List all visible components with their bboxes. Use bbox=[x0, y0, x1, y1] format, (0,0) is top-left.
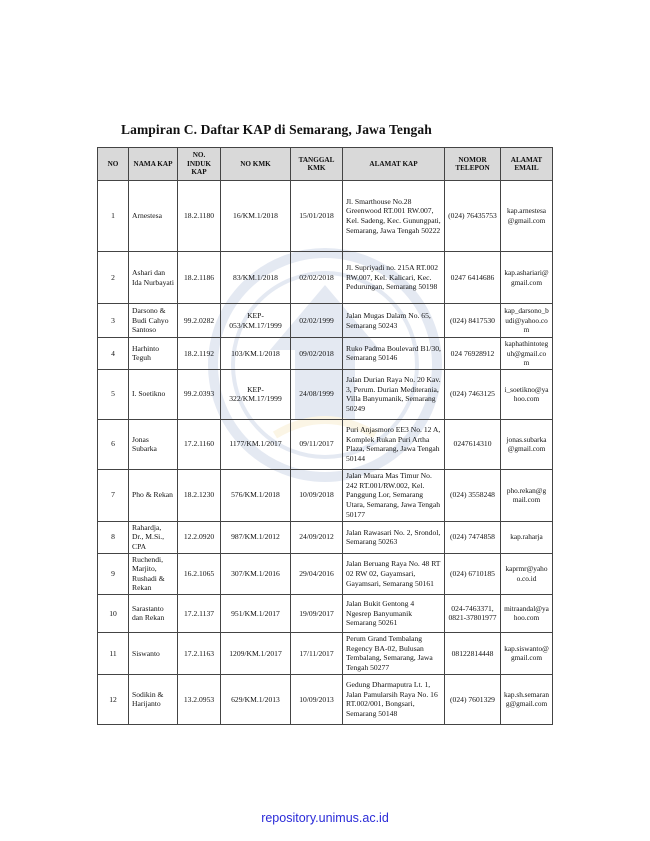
cell-no-induk: 16.2.1065 bbox=[178, 553, 221, 594]
cell-no: 3 bbox=[98, 304, 129, 338]
cell-no: 12 bbox=[98, 674, 129, 724]
cell-nama-kap: Pho & Rekan bbox=[129, 469, 178, 521]
cell-alamat-kap: Perum Grand Tembalang Regency BA-02, Bulusan Tembalang, Semarang, Jawa Tengah 50277 bbox=[343, 632, 445, 674]
cell-no: 5 bbox=[98, 369, 129, 419]
cell-tanggal-kmk: 02/02/1999 bbox=[291, 304, 343, 338]
cell-alamat-kap: Jalan Muara Mas Timur No. 242 RT.001/RW.002, Kel. Panggung Lor, Semarang Utara, Semarang, Jawa Tengah 50177 bbox=[343, 469, 445, 521]
table-row bbox=[98, 632, 553, 674]
cell-no-induk: 99.2.0393 bbox=[178, 369, 221, 419]
cell-no: 4 bbox=[98, 338, 129, 370]
cell-no-kmk: 16/KM.1/2018 bbox=[221, 181, 291, 252]
cell-no: 10 bbox=[98, 594, 129, 632]
cell-no: 2 bbox=[98, 252, 129, 304]
cell-nomor-telepon: (024) 7463125 bbox=[445, 369, 501, 419]
cell-nama-kap: Rahardja, Dr., M.Si., CPA bbox=[129, 521, 178, 553]
cell-nama-kap: Jonas Subarka bbox=[129, 419, 178, 469]
repository-link[interactable]: repository.unimus.ac.id bbox=[261, 811, 389, 825]
cell-no-induk: 18.2.1186 bbox=[178, 252, 221, 304]
page-title: Lampiran C. Daftar KAP di Semarang, Jawa Tengah bbox=[121, 122, 432, 137]
cell-nama-kap: Darsono & Budi Cahyo Santoso bbox=[129, 304, 178, 338]
cell-tanggal-kmk: 15/01/2018 bbox=[291, 181, 343, 252]
cell-nomor-telepon: (024) 3558248 bbox=[445, 469, 501, 521]
cell-no-kmk: 103/KM.1/2018 bbox=[221, 338, 291, 370]
cell-alamat-kap: Jalan Beruang Raya No. 48 RT 02 RW 02, Gayamsari, Gayamsari, Semarang 50161 bbox=[343, 553, 445, 594]
cell-no-induk: 17.2.1160 bbox=[178, 419, 221, 469]
cell-alamat-email: kap.sh.semarang@gmail.com bbox=[501, 674, 553, 724]
kap-table-body bbox=[98, 181, 553, 725]
table-row bbox=[98, 304, 553, 338]
cell-no-induk: 17.2.1137 bbox=[178, 594, 221, 632]
cell-tanggal-kmk: 10/09/2018 bbox=[291, 469, 343, 521]
cell-alamat-kap: Jalan Durian Raya No. 20 Kav. 3, Perum. Durian Mediterania, Villa Banyumanik, Semarang 50249 bbox=[343, 369, 445, 419]
cell-no-induk: 12.2.0920 bbox=[178, 521, 221, 553]
cell-alamat-email: kap.ashariari@gmail.com bbox=[501, 252, 553, 304]
table-row bbox=[98, 369, 553, 419]
cell-nama-kap: Sarastanto dan Rekan bbox=[129, 594, 178, 632]
cell-tanggal-kmk: 02/02/2018 bbox=[291, 252, 343, 304]
table-row bbox=[98, 674, 553, 724]
cell-tanggal-kmk: 24/08/1999 bbox=[291, 369, 343, 419]
header-no: NO bbox=[98, 148, 129, 181]
cell-alamat-email: i_soetikno@yahoo.com bbox=[501, 369, 553, 419]
cell-no-kmk: 576/KM.1/2018 bbox=[221, 469, 291, 521]
cell-nomor-telepon: 0247 6414686 bbox=[445, 252, 501, 304]
table-row bbox=[98, 594, 553, 632]
cell-alamat-kap: Jalan Rawasari No. 2, Srondol, Semarang 50263 bbox=[343, 521, 445, 553]
cell-no-induk: 18.2.1180 bbox=[178, 181, 221, 252]
table-header-row bbox=[98, 148, 553, 181]
cell-nomor-telepon: (024) 7474858 bbox=[445, 521, 501, 553]
cell-alamat-email: kap.siswanto@gmail.com bbox=[501, 632, 553, 674]
cell-no: 7 bbox=[98, 469, 129, 521]
header-no-induk: NO. INDUK KAP bbox=[178, 148, 221, 181]
cell-nama-kap: Sodikin & Harijanto bbox=[129, 674, 178, 724]
cell-alamat-kap: Jalan Mugas Dalam No. 65, Semarang 50243 bbox=[343, 304, 445, 338]
cell-alamat-email: jonas.subarka@gmail.com bbox=[501, 419, 553, 469]
cell-nomor-telepon: 024-7463371, 0821-37801977 bbox=[445, 594, 501, 632]
cell-nama-kap: Siswanto bbox=[129, 632, 178, 674]
cell-tanggal-kmk: 10/09/2013 bbox=[291, 674, 343, 724]
cell-tanggal-kmk: 17/11/2017 bbox=[291, 632, 343, 674]
cell-alamat-kap: Puri Anjasmoro EE3 No. 12 A, Komplek Rukan Puri Artha Plaza, Semarang, Jawa Tengah 50144 bbox=[343, 419, 445, 469]
cell-alamat-email: kaprmr@yahoo.co.id bbox=[501, 553, 553, 594]
table-row bbox=[98, 469, 553, 521]
cell-nama-kap: Ashari dan Ida Nurbayati bbox=[129, 252, 178, 304]
cell-no-kmk: 307/KM.1/2016 bbox=[221, 553, 291, 594]
cell-nama-kap: Ruchendi, Marjito, Rushadi & Rekan bbox=[129, 553, 178, 594]
kap-table bbox=[97, 147, 553, 725]
header-alamat-kap: ALAMAT KAP bbox=[343, 148, 445, 181]
cell-no: 9 bbox=[98, 553, 129, 594]
cell-no-kmk: KEP-322/KM.17/1999 bbox=[221, 369, 291, 419]
cell-nomor-telepon: (024) 7601329 bbox=[445, 674, 501, 724]
cell-nomor-telepon: 08122814448 bbox=[445, 632, 501, 674]
table-row bbox=[98, 181, 553, 252]
cell-tanggal-kmk: 09/11/2017 bbox=[291, 419, 343, 469]
cell-tanggal-kmk: 24/09/2012 bbox=[291, 521, 343, 553]
cell-alamat-email: kap.arnestesa@gmail.com bbox=[501, 181, 553, 252]
cell-no-induk: 17.2.1163 bbox=[178, 632, 221, 674]
table-row bbox=[98, 252, 553, 304]
header-nomor-telepon: NOMOR TELEPON bbox=[445, 148, 501, 181]
cell-nomor-telepon: (024) 8417530 bbox=[445, 304, 501, 338]
cell-no-induk: 18.2.1230 bbox=[178, 469, 221, 521]
cell-no-kmk: 951/KM.1/2017 bbox=[221, 594, 291, 632]
cell-no: 8 bbox=[98, 521, 129, 553]
cell-nomor-telepon: 024 76928912 bbox=[445, 338, 501, 370]
header-nama-kap: NAMA KAP bbox=[129, 148, 178, 181]
cell-alamat-email: mitraandal@yahoo.com bbox=[501, 594, 553, 632]
cell-nomor-telepon: (024) 76435753 bbox=[445, 181, 501, 252]
cell-nama-kap: Arnestesa bbox=[129, 181, 178, 252]
cell-no-kmk: 83/KM.1/2018 bbox=[221, 252, 291, 304]
cell-alamat-kap: Gedung Dharmaputra Lt. 1, Jalan Pamularsih Raya No. 16 RT.002/001, Bongsari, Semarang 50148 bbox=[343, 674, 445, 724]
cell-no-kmk: 1177/KM.1/2017 bbox=[221, 419, 291, 469]
cell-no-kmk: 1209/KM.1/2017 bbox=[221, 632, 291, 674]
cell-alamat-kap: Jl. Supriyadi no. 215A RT.002 RW.007, Kel. Kalicari, Kec. Pedurungan, Semarang 50198 bbox=[343, 252, 445, 304]
cell-alamat-kap: Ruko Padma Boulevard B1/30, Semarang 50146 bbox=[343, 338, 445, 370]
table-row bbox=[98, 419, 553, 469]
cell-alamat-email: kap.raharja bbox=[501, 521, 553, 553]
cell-no-induk: 99.2.0282 bbox=[178, 304, 221, 338]
cell-tanggal-kmk: 09/02/2018 bbox=[291, 338, 343, 370]
table-row bbox=[98, 338, 553, 370]
cell-no: 6 bbox=[98, 419, 129, 469]
cell-no-induk: 13.2.0953 bbox=[178, 674, 221, 724]
cell-nomor-telepon: 0247614310 bbox=[445, 419, 501, 469]
cell-alamat-kap: Jl. Smarthouse No.28 Greenwood RT.001 RW.007, Kel. Sadeng, Kec. Gunungpati, Semarang, Jawa Tengah 50222 bbox=[343, 181, 445, 252]
cell-nomor-telepon: (024) 6710185 bbox=[445, 553, 501, 594]
header-no-kmk: NO KMK bbox=[221, 148, 291, 181]
cell-alamat-kap: Jalan Bukit Gentong 4 Ngesrep Banyumanik Semarang 50261 bbox=[343, 594, 445, 632]
cell-no-kmk: 987/KM.1/2012 bbox=[221, 521, 291, 553]
cell-no: 11 bbox=[98, 632, 129, 674]
cell-alamat-email: kap_darsono_budi@yahoo.com bbox=[501, 304, 553, 338]
cell-alamat-email: pho.rekan@gmail.com bbox=[501, 469, 553, 521]
header-alamat-email: ALAMAT EMAIL bbox=[501, 148, 553, 181]
cell-nama-kap: Harhinto Teguh bbox=[129, 338, 178, 370]
cell-no: 1 bbox=[98, 181, 129, 252]
cell-no-kmk: KEP-053/KM.17/1999 bbox=[221, 304, 291, 338]
table-row bbox=[98, 521, 553, 553]
table-row bbox=[98, 553, 553, 594]
cell-nama-kap: I. Soetikno bbox=[129, 369, 178, 419]
cell-tanggal-kmk: 19/09/2017 bbox=[291, 594, 343, 632]
cell-no-kmk: 629/KM.1/2013 bbox=[221, 674, 291, 724]
cell-tanggal-kmk: 29/04/2016 bbox=[291, 553, 343, 594]
cell-no-induk: 18.2.1192 bbox=[178, 338, 221, 370]
cell-alamat-email: kaphathintoteguh@gmail.com bbox=[501, 338, 553, 370]
header-tanggal-kmk: TANGGAL KMK bbox=[291, 148, 343, 181]
